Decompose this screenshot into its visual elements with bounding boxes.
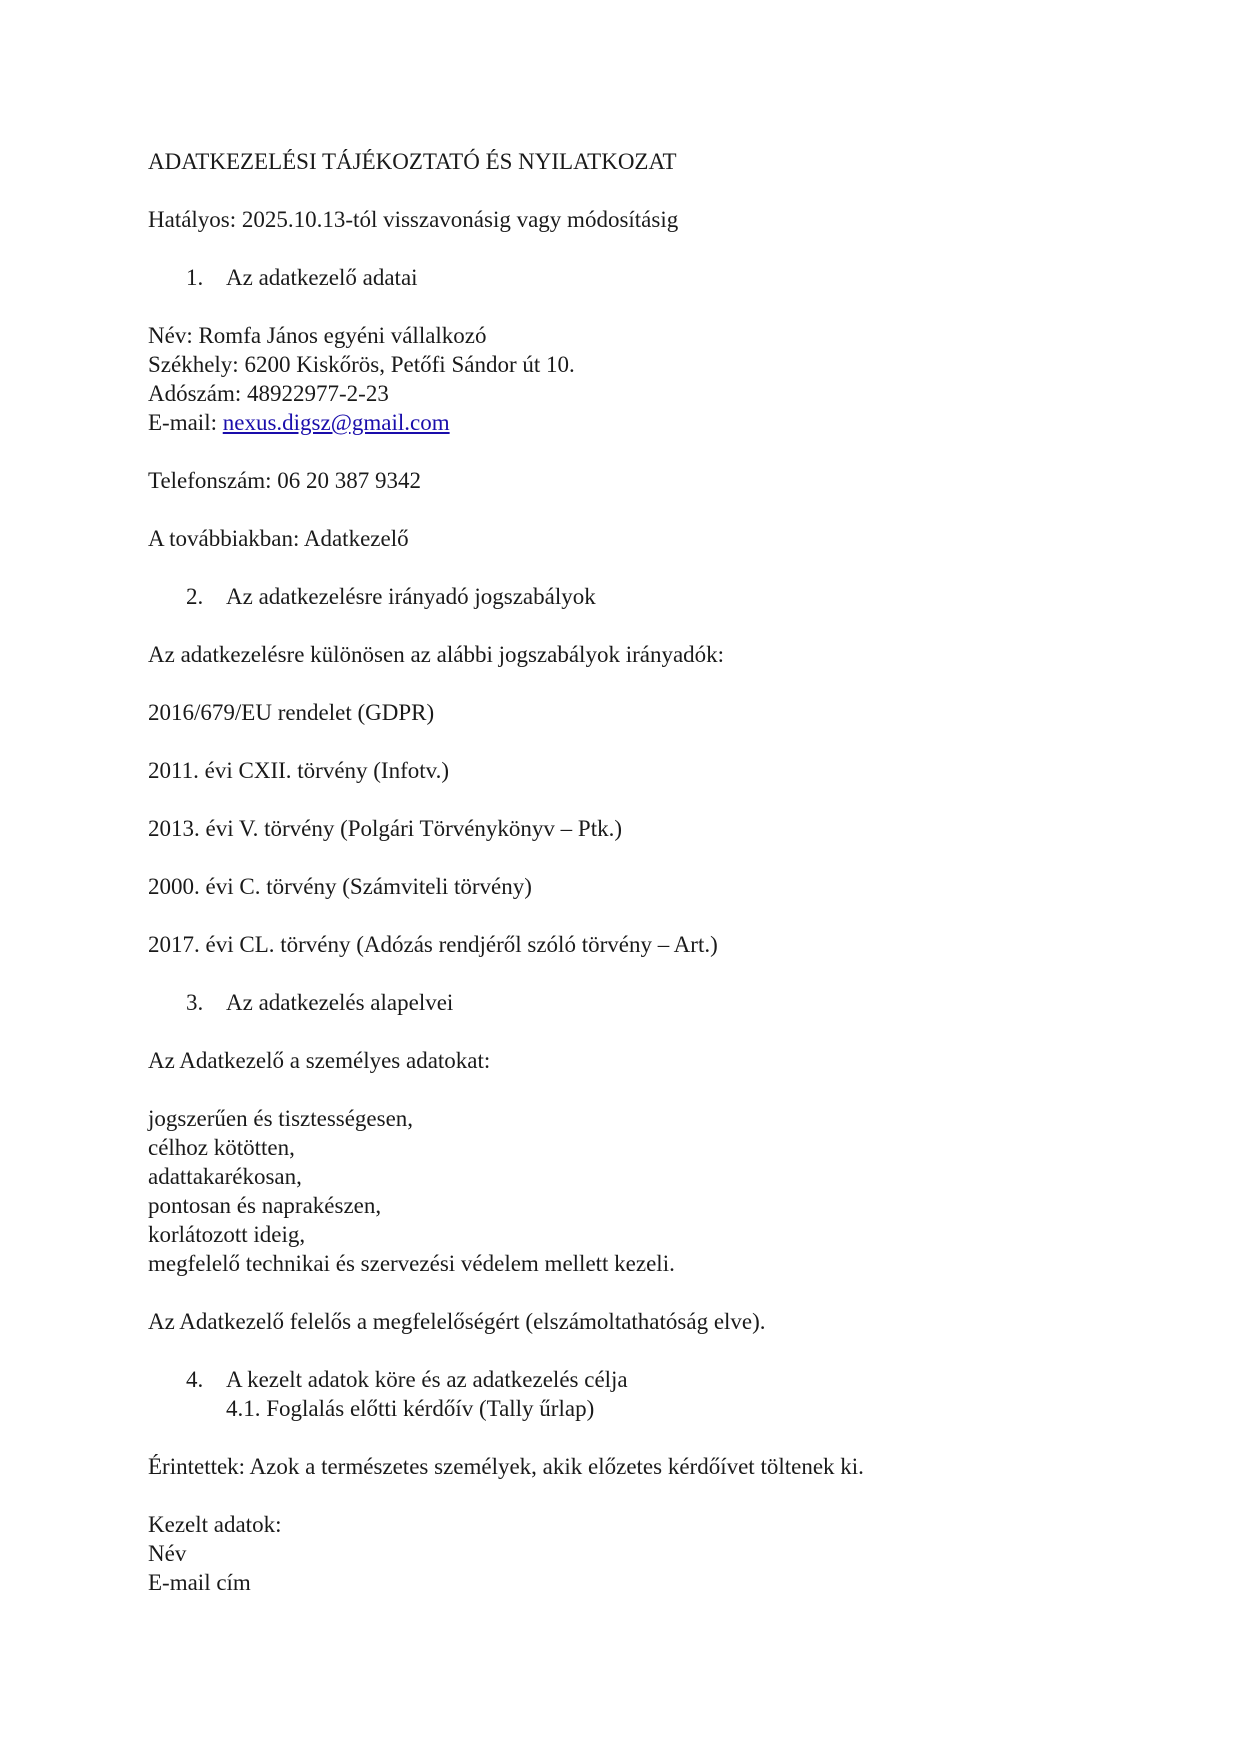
section-2-title: Az adatkezelésre irányadó jogszabályok <box>226 584 596 609</box>
law-item: 2000. évi C. törvény (Számviteli törvény) <box>148 874 532 899</box>
law-item: 2011. évi CXII. törvény (Infotv.) <box>148 758 450 783</box>
controller-name: Név: Romfa János egyéni vállalkozó <box>148 323 487 348</box>
section-3-heading <box>186 989 453 1017</box>
section-2-number: 2. <box>186 584 204 609</box>
section-3-number: 3. <box>186 990 204 1015</box>
processed-data-label: Kezelt adatok: <box>148 1512 282 1537</box>
principle-item: pontosan és naprakészen, <box>148 1193 382 1218</box>
processed-data-item: E-mail cím <box>148 1570 251 1595</box>
principle-item: jogszerűen és tisztességesen, <box>148 1106 414 1131</box>
subsection-4-1-heading: 4.1. Foglalás előtti kérdőív (Tally űrlap) <box>226 1396 595 1421</box>
laws-intro: Az adatkezelésre különösen az alábbi jogszabályok irányadók: <box>148 642 725 667</box>
law-item: 2013. évi V. törvény (Polgári Törvénykönyv – Ptk.) <box>148 816 623 841</box>
controller-phone: Telefonszám: 06 20 387 9342 <box>148 468 422 493</box>
section-4-title: A kezelt adatok köre és az adatkezelés célja <box>226 1367 628 1392</box>
controller-email-line <box>148 409 450 437</box>
hereinafter-note: A továbbiakban: Adatkezelő <box>148 526 409 551</box>
section-3-title: Az adatkezelés alapelvei <box>226 990 454 1015</box>
principle-item: adattakarékosan, <box>148 1164 302 1189</box>
document-title: ADATKEZELÉSI TÁJÉKOZTATÓ ÉS NYILATKOZAT <box>148 149 677 174</box>
section-4-number: 4. <box>186 1367 204 1392</box>
section-1-heading <box>186 264 418 292</box>
law-item: 2017. évi CL. törvény (Adózás rendjéről szóló törvény – Art.) <box>148 932 718 957</box>
data-subjects: Érintettek: Azok a természetes személyek, akik előzetes kérdőívet töltenek ki. <box>148 1454 864 1479</box>
processed-data-item: Név <box>148 1541 187 1566</box>
section-4-heading <box>186 1366 628 1394</box>
email-label: E-mail: <box>148 410 223 435</box>
principle-item: korlátozott ideig, <box>148 1222 306 1247</box>
controller-tax-number: Adószám: 48922977-2-23 <box>148 381 389 406</box>
email-link[interactable]: nexus.digsz@gmail.com <box>222 410 450 435</box>
law-item: 2016/679/EU rendelet (GDPR) <box>148 700 435 725</box>
principle-item: célhoz kötötten, <box>148 1135 295 1160</box>
accountability-note: Az Adatkezelő felelős a megfelelőségért (elszámoltathatóság elve). <box>148 1309 766 1334</box>
controller-seat: Székhely: 6200 Kiskőrös, Petőfi Sándor út 10. <box>148 352 575 377</box>
section-2-heading <box>186 583 596 611</box>
section-1-number: 1. <box>186 265 204 290</box>
principle-item: megfelelő technikai és szervezési védelem mellett kezeli. <box>148 1251 675 1276</box>
effective-date: Hatályos: 2025.10.13-tól visszavonásig vagy módosításig <box>148 207 679 232</box>
principles-intro: Az Adatkezelő a személyes adatokat: <box>148 1048 491 1073</box>
section-1-title: Az adatkezelő adatai <box>226 265 418 290</box>
